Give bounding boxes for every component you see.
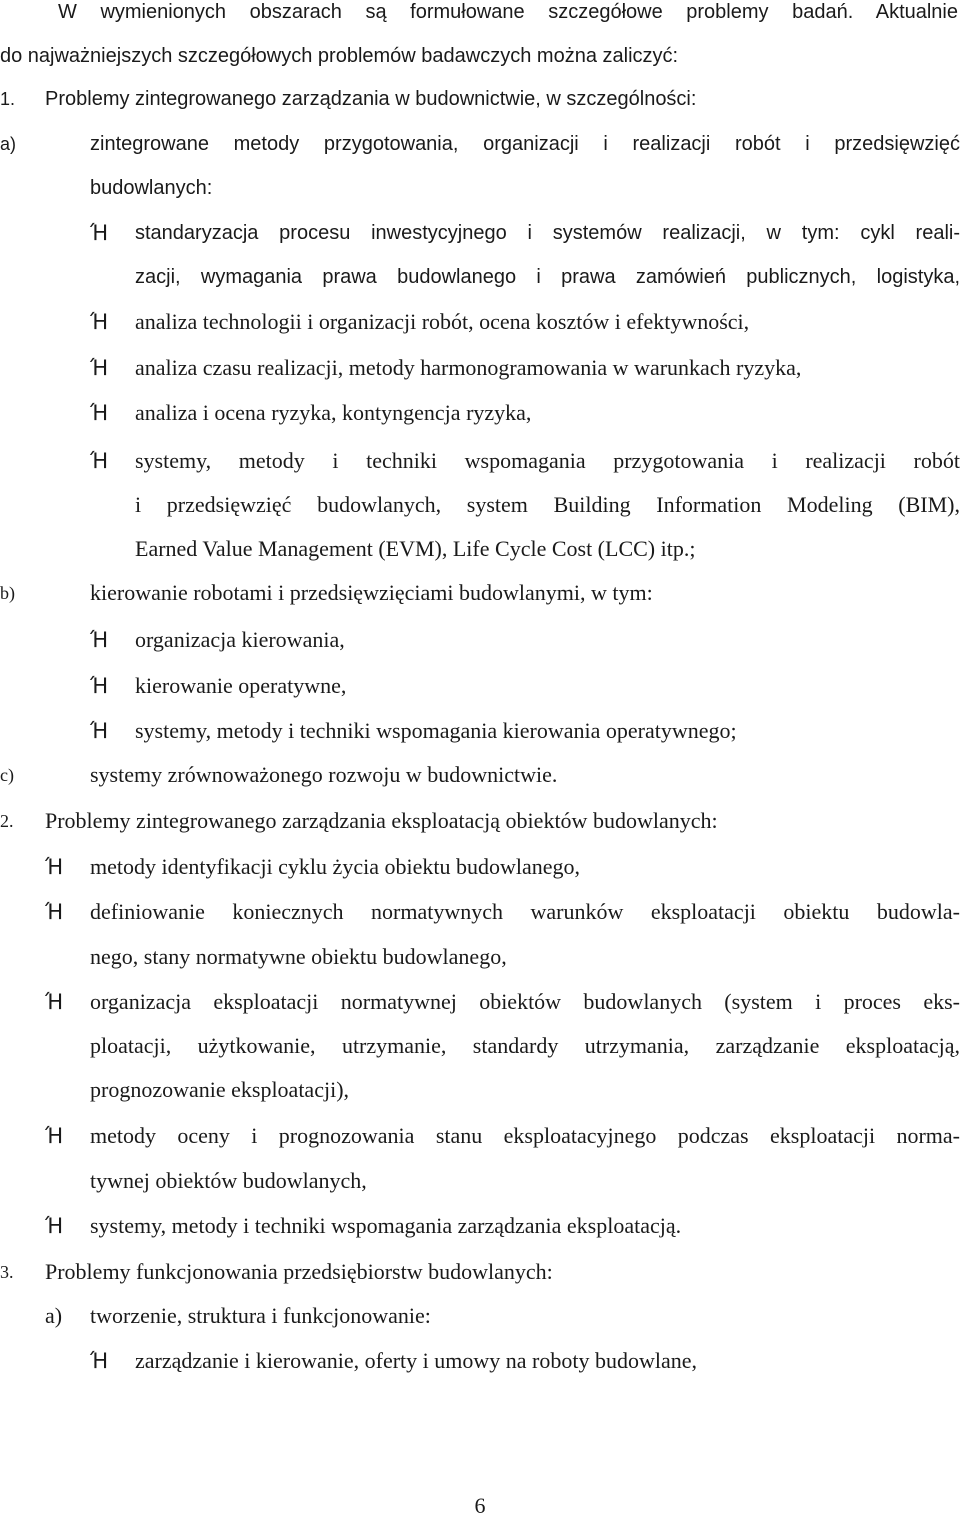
bullet-icon: Ή	[90, 356, 109, 380]
subsection-marker: b)	[0, 583, 15, 603]
subsection-marker: a)	[0, 134, 17, 154]
bullet-icon: Ή	[90, 401, 109, 425]
subsection-text: budowlanych:	[90, 177, 213, 199]
subsection-text: kierowanie robotami i przedsięwzięciami budowlanymi, w tym:	[90, 580, 653, 605]
list-item-text: metody identyfikacji cyklu życia obiektu budowlanego,	[90, 854, 580, 879]
subsection-text: systemy zrównoważonego rozwoju w budownictwie.	[90, 762, 558, 787]
list-item-text: Earned Value Management (EVM), Life Cycle Cost (LCC) itp.;	[135, 536, 696, 561]
subsection-marker: c)	[0, 765, 14, 785]
list-item-text: analiza technologii i organizacji robót, ocena kosztów i efektywności,	[135, 309, 750, 334]
bullet-icon: Ή	[45, 900, 64, 924]
list-item-text: definiowanie koniecznych normatywnych warunków eksploatacji obiektu budowla-	[90, 899, 960, 924]
bullet-icon: Ή	[90, 628, 109, 652]
section-title: Problemy zintegrowanego zarządzania eksploatacją obiektów budowlanych:	[45, 808, 718, 833]
bullet-icon: Ή	[45, 1124, 64, 1148]
section-marker: 1.	[0, 89, 16, 109]
list-item-text: systemy, metody i techniki wspomagania zarządzania eksploatacją.	[90, 1213, 682, 1238]
list-item-text: analiza czasu realizacji, metody harmonogramowania w warunkach ryzyka,	[135, 355, 802, 380]
bullet-icon: Ή	[45, 1214, 64, 1238]
intro-line: do najważniejszych szczegółowych problemów badawczych można zaliczyć:	[0, 45, 679, 67]
section-marker: 2.	[0, 811, 14, 831]
bullet-icon: Ή	[45, 855, 64, 879]
list-item-text: systemy, metody i techniki wspomagania kierowania operatywnego;	[135, 718, 737, 743]
list-item-text: systemy, metody i techniki wspomagania przygotowania i realizacji robót	[135, 448, 960, 473]
list-item-text: ploatacji, użytkowanie, utrzymanie, standardy utrzymania, zarządzanie eksploatacją,	[90, 1033, 960, 1058]
list-item-text: i przedsięwzięć budowlanych, system Building Information Modeling (BIM),	[135, 492, 960, 517]
bullet-icon: Ή	[90, 221, 109, 245]
bullet-icon: Ή	[90, 719, 109, 743]
list-item-text: zarządzanie i kierowanie, oferty i umowy na roboty budowlane,	[135, 1348, 698, 1373]
list-item-text: organizacja eksploatacji normatywnej obiektów budowlanych (system i proces eks-	[90, 989, 960, 1014]
list-item-text: organizacja kierowania,	[135, 627, 345, 652]
subsection-text: tworzenie, struktura i funkcjonowanie:	[90, 1303, 431, 1328]
bullet-icon: Ή	[45, 990, 64, 1014]
subsection-text: zintegrowane metody przygotowania, organizacji i realizacji robót i przedsięwzięć	[90, 133, 960, 155]
bullet-icon: Ή	[90, 449, 109, 473]
bullet-icon: Ή	[90, 310, 109, 334]
bullet-icon: Ή	[90, 674, 109, 698]
bullet-icon: Ή	[90, 1349, 109, 1373]
list-item-text: nego, stany normatywne obiektu budowlanego,	[90, 944, 507, 969]
page-number: 6	[474, 1493, 486, 1518]
list-item-text: prognozowanie eksploatacji),	[90, 1077, 350, 1102]
section-marker: 3.	[0, 1262, 14, 1282]
list-item-text: tywnej obiektów budowlanych,	[90, 1168, 367, 1193]
section-title: Problemy funkcjonowania przedsiębiorstw budowlanych:	[45, 1259, 553, 1284]
list-item-text: standaryzacja procesu inwestycyjnego i systemów realizacji, w tym: cykl reali-	[135, 222, 960, 244]
section-title: Problemy zintegrowanego zarządzania w budownictwie, w szczególności:	[45, 88, 697, 110]
list-item-text: analiza i ocena ryzyka, kontyngencja ryzyka,	[135, 400, 532, 425]
list-item-text: kierowanie operatywne,	[135, 673, 347, 698]
list-item-text: zacji, wymagania prawa budowlanego i prawa zamówień publicznych, logistyka,	[135, 266, 960, 288]
list-item-text: metody oceny i prognozowania stanu eksploatacyjnego podczas eksploatacji norma-	[90, 1123, 960, 1148]
intro-line: W wymienionych obszarach są formułowane szczegółowe problemy badań. Aktualnie	[58, 1, 958, 23]
subsection-marker: a)	[45, 1303, 63, 1328]
